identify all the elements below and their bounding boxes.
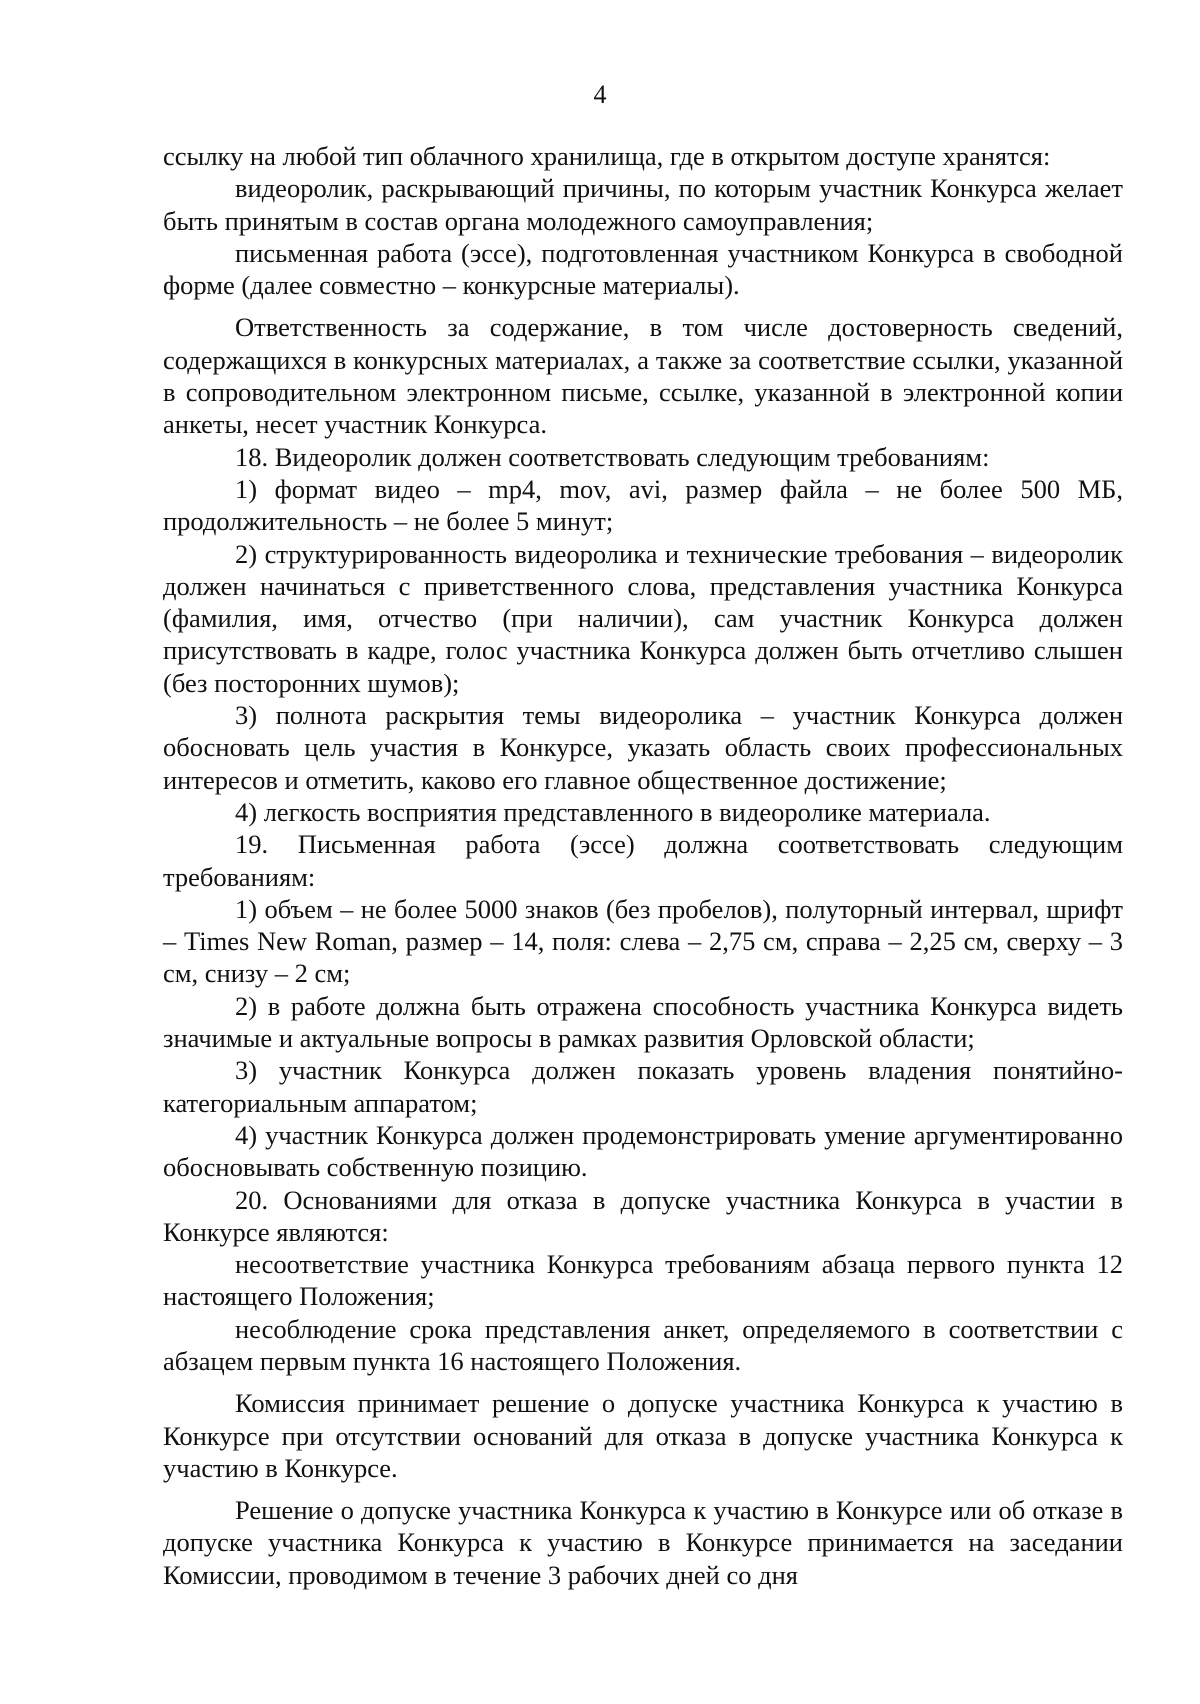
paragraph-clause-18-item-3: 3) полнота раскрытия темы видеоролика – участник Конкурса должен обосновать цель участия в Конкурсе, указать область своих профессиональных интересов и отметить, каково его главное общественное достижение; xyxy=(163,700,1123,795)
document-body xyxy=(163,140,1123,1591)
paragraph-clause-19-item-2: 2) в работе должна быть отражена способность участника Конкурса видеть значимые и актуальные вопросы в рамках развития Орловской области; xyxy=(163,990,1123,1054)
paragraph-decision-timing: Решение о допуске участника Конкурса к участию в Конкурсе или об отказе в допуске участника Конкурса к участию в Конкурсе принимается на заседании Комиссии, проводимом в течение 3 рабочих дней со дня xyxy=(163,1495,1123,1590)
paragraph-clause-20-ground-1: несоответствие участника Конкурса требованиям абзаца первого пункта 12 настоящего Положения; xyxy=(163,1249,1123,1312)
paragraph-clause-18-item-2: 2) структурированность видеоролика и технические требования – видеоролик должен начинаться с приветственного слова, представления участника Конкурса (фамилия, имя, отчество (при наличии), сам участник Конкурса должен присутствовать в кадре, голос участника Конкурса должен быть отчетливо слышен (без посторонних шумов); xyxy=(163,538,1123,698)
paragraph-clause-18-item-4: 4) легкость восприятия представленного в видеоролике материала. xyxy=(235,796,991,827)
paragraph-clause-20-ground-2: несоблюдение срока представления анкет, определяемого в соответствии с абзацем первым пункта 16 настоящего Положения. xyxy=(163,1313,1123,1376)
paragraph-clause-18: 18. Видеоролик должен соответствовать следующим требованиям: xyxy=(235,441,990,472)
paragraph-clause-19-item-4: 4) участник Конкурса должен продемонстрировать умение аргументированно обосновывать собственную позицию. xyxy=(163,1119,1123,1183)
paragraph-essay-item: письменная работа (эссе), подготовленная участником Конкурса в свободной форме (далее совместно – конкурсные материалы). xyxy=(163,237,1123,301)
paragraph-cloud-link: ссылку на любой тип облачного хранилища, где в открытом доступе хранятся: xyxy=(163,141,1051,171)
paragraph-responsibility: Ответственность за содержание, в том числе достоверность сведений, содержащихся в конкурсных материалах, а также за соответствие ссылки, указанной в сопроводительном электронном письме, ссылке, указанной в электронной копии анкеты, несет участник Конкурса. xyxy=(163,312,1123,440)
paragraph-clause-20: 20. Основаниями для отказа в допуске участника Конкурса в участии в Конкурсе являются: xyxy=(163,1184,1123,1247)
paragraph-clause-19-item-1: 1) объем – не более 5000 знаков (без пробелов), полуторный интервал, шрифт – Times New Roman, размер – 14, поля: слева – 2,75 см, справа – 2,25 см, сверху – 3 см, снизу – 2 см; xyxy=(163,893,1123,989)
page-number: 4 xyxy=(593,80,607,109)
paragraph-clause-19-item-3: 3) участник Конкурса должен показать уровень владения понятийно-категориальным аппаратом; xyxy=(163,1055,1123,1118)
paragraph-clause-19: 19. Письменная работа (эссе) должна соответствовать следующим требованиям: xyxy=(163,829,1123,892)
paragraph-video-item: видеоролик, раскрывающий причины, по которым участник Конкурса желает быть принятым в состав органа молодежного самоуправления; xyxy=(163,173,1123,236)
paragraph-commission-decision: Комиссия принимает решение о допуске участника Конкурса к участию в Конкурсе при отсутствии оснований для отказа в допуске участника Конкурса к участию в Конкурсе. xyxy=(163,1388,1123,1483)
paragraph-clause-18-item-1: 1) формат видео – mp4, mov, avi, размер файла – не более 500 МБ, продолжительность – не более 5 минут; xyxy=(163,473,1123,537)
